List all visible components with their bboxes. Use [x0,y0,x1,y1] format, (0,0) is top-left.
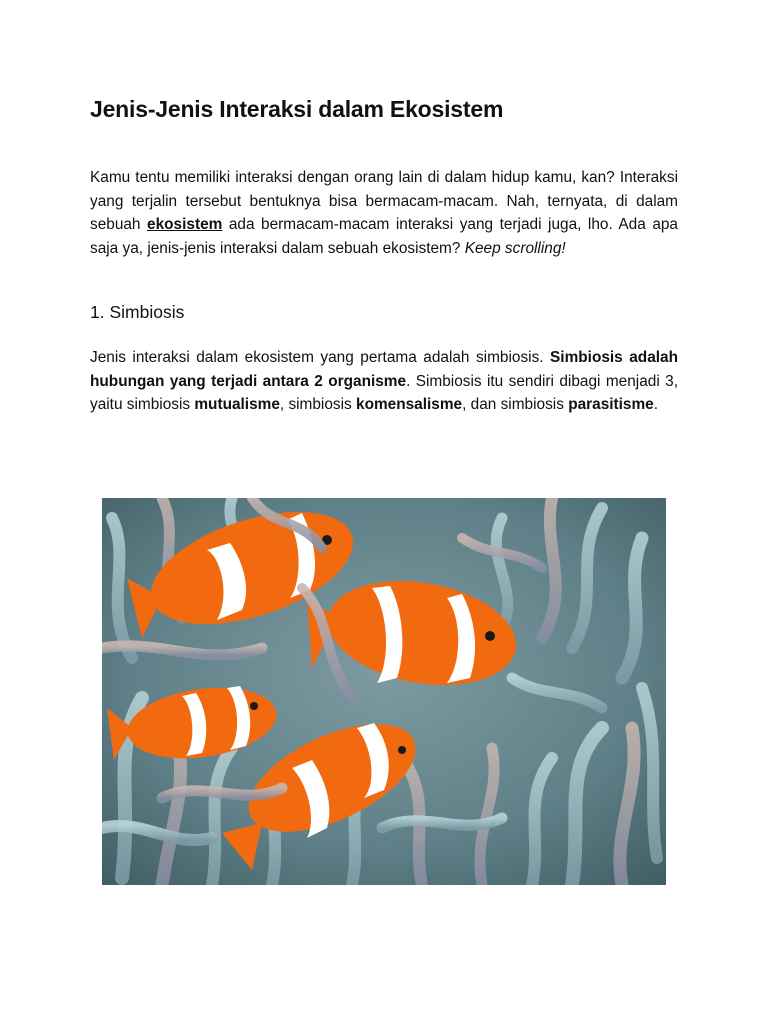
section-heading-simbiosis: 1. Simbiosis [90,302,185,322]
simbiosis-definition: Simbiosis adalah hubungan yang terjadi antara 2 organisme [90,349,679,390]
simbiosis-text-3: , simbiosis [279,396,357,413]
intro-text-2: ada bermacam-macam interaksi yang terjadi juga, lho. Ada apa saja ya, jenis-jenis interaksi dalam sebuah ekosistem? [90,216,678,257]
term-mutualisme: mutualisme [194,396,280,413]
document-title: Jenis-Jenis Interaksi dalam Ekosistem [90,96,504,122]
keep-scrolling-text: Keep scrolling! [464,239,566,257]
term-komensalisme: komensalisme [356,396,463,413]
intro-paragraph [90,166,678,260]
simbiosis-text-1: Jenis interaksi dalam ekosistem yang pertama adalah simbiosis. [90,349,551,366]
simbiosis-paragraph [90,346,678,417]
term-parasitisme: parasitisme [568,396,654,413]
simbiosis-text-2: . Simbiosis itu sendiri dibagi menjadi 3, yaitu simbiosis [90,372,678,413]
clownfish-photo [102,498,666,885]
intro-text-1: Kamu tentu memiliki interaksi dengan orang lain di dalam hidup kamu, kan? Interaksi yang terjalin tersebut bentuknya bisa bermacam-macam. Nah, ternyata, di dalam sebuah [90,169,678,233]
simbiosis-text-4: , dan simbiosis [462,396,569,413]
simbiosis-text-5: . [653,396,659,413]
ekosistem-link[interactable]: ekosistem [147,216,223,233]
